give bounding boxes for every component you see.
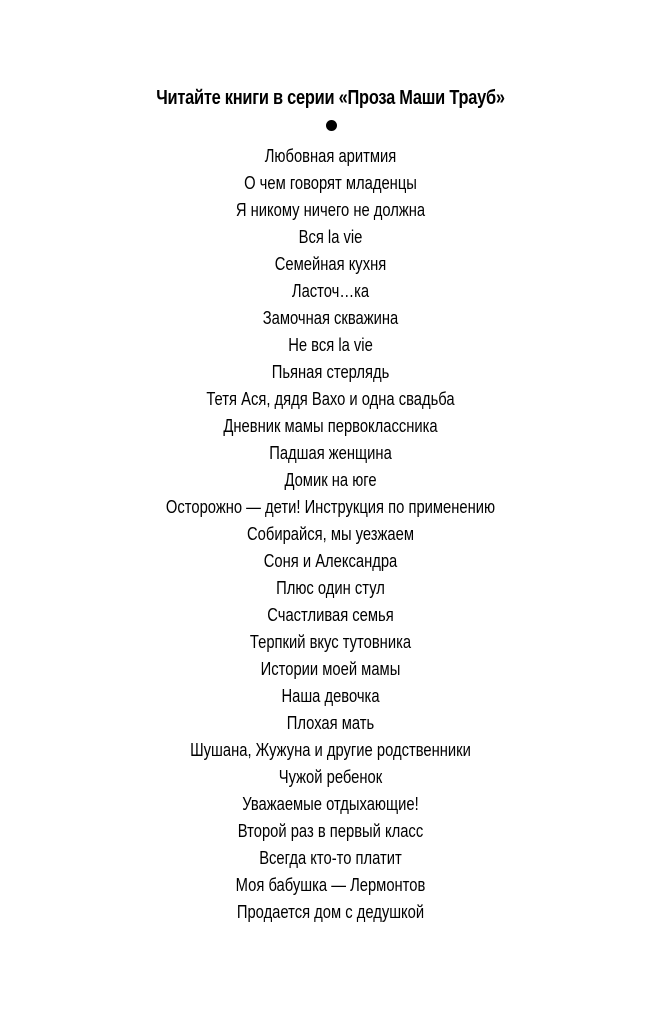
book-title: Продается дом с дедушкой — [236, 902, 425, 922]
book-title: Замочная скважина — [262, 308, 399, 328]
book-title-list — [0, 143, 661, 926]
book-title: Второй раз в первый класс — [237, 821, 424, 841]
book-title: Дневник мамы первоклассника — [223, 416, 438, 436]
book-title: Собирайся, мы уезжаем — [247, 524, 414, 544]
book-title: Соня и Александра — [263, 551, 398, 571]
book-title: Ласточ…ка — [291, 281, 370, 301]
book-title: Любовная аритмия — [264, 146, 397, 166]
book-title: Не вся la vie — [288, 335, 373, 355]
book-title: Тетя Ася, дядя Вахо и одна свадьба — [206, 389, 455, 409]
book-title: Уважаемые отдыхающие! — [242, 794, 419, 814]
book-title: Я никому ничего не должна — [235, 200, 426, 220]
book-title: Плохая мать — [286, 713, 375, 733]
book-title: Истории моей мамы — [260, 659, 401, 679]
book-title: Осторожно — дети! Инструкция по применению — [165, 497, 496, 517]
book-title: Семейная кухня — [274, 254, 387, 274]
book-title: Чужой ребенок — [278, 767, 383, 787]
series-heading: Читайте книги в серии «Проза Маши Трауб» — [156, 87, 505, 109]
book-title: Моя бабушка — Лермонтов — [235, 875, 426, 895]
book-title: Всегда кто-то платит — [259, 848, 402, 868]
book-title: О чем говорят младенцы — [244, 173, 417, 193]
book-title: Плюс один стул — [276, 578, 385, 598]
book-title: Вся la vie — [298, 227, 363, 247]
book-title: Домик на юге — [284, 470, 377, 490]
bullet-ornament — [326, 120, 337, 131]
book-title: Счастливая семья — [267, 605, 394, 625]
book-title: Наша девочка — [281, 686, 380, 706]
book-title: Пьяная стерлядь — [271, 362, 390, 382]
book-title: Терпкий вкус тутовника — [249, 632, 412, 652]
book-title: Шушана, Жужуна и другие родственники — [190, 740, 471, 760]
book-title: Падшая женщина — [269, 443, 392, 463]
